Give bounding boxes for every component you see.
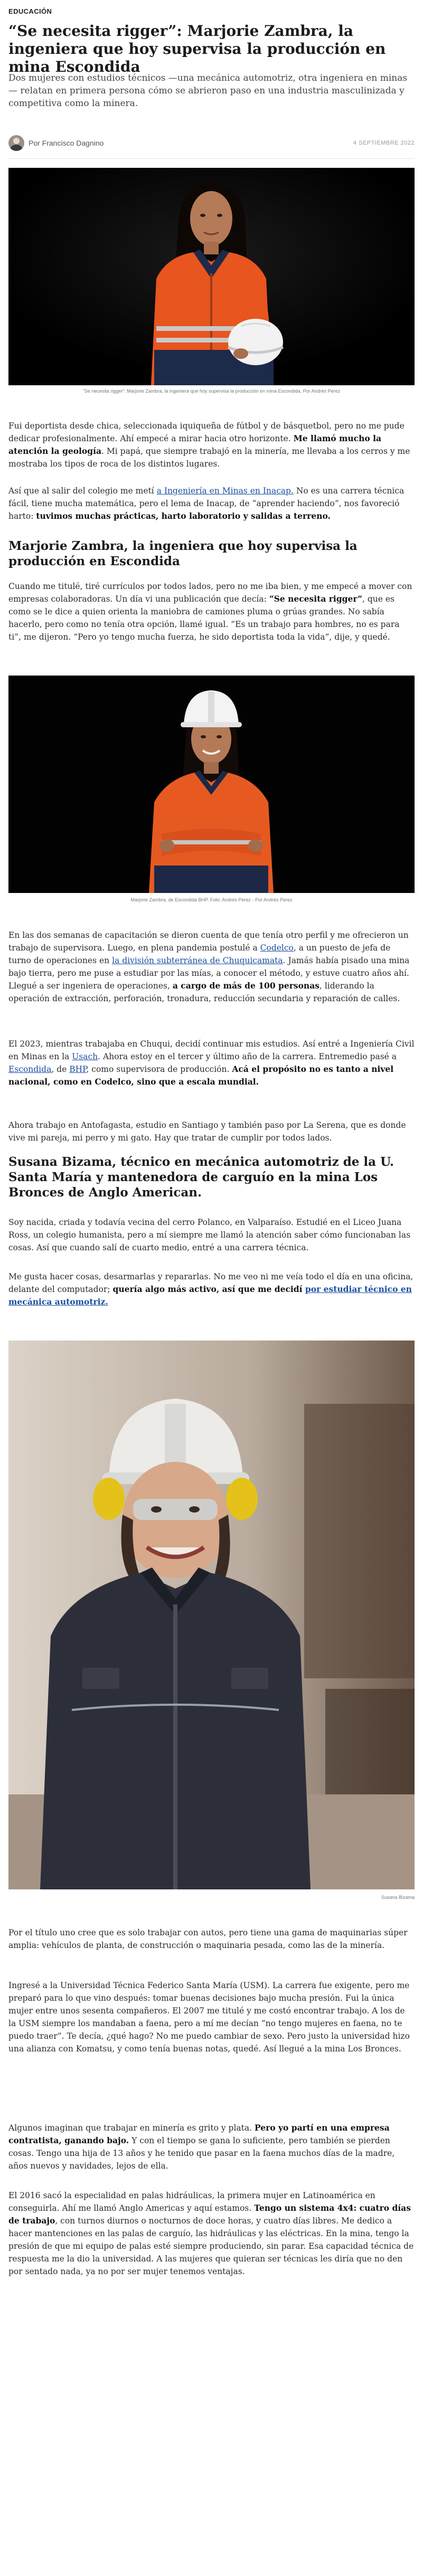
paragraph: [8, 484, 415, 522]
section-heading: Marjorie Zambra, la ingeniera que hoy supervisa la producción en Escondida: [8, 539, 358, 568]
author-name[interactable]: Por Francisco Dagnino: [29, 139, 104, 147]
text-span: , de: [51, 1064, 70, 1074]
publish-date: 4 SEPTIEMBRE 2022: [353, 140, 415, 146]
author-avatar: [8, 135, 24, 151]
second-photo-caption: Marjorie Zambra, de Escondida BHP. Foto: Andrés Perez - Por Andrés Perez: [130, 897, 293, 902]
text-span: , con turnos diurnos o nocturnos de doce horas, y cuatro días libres. Me dedico a hacer mantenciones en las palas de carguío, las hidráulicas y las eléctricas. En la mina, tengo la presión de que mi equipo de palas esté siempre produciendo, sin parar. Esa capacidad técnica de respuesta me la dio la universidad. A las mujeres que quieran ser técnicas les diría que no den por sentado nada, ya no por ser mujer tenemos ventajas.: [8, 2216, 414, 2276]
text-span: Así que al salir del colegio me metí: [8, 486, 157, 496]
paragraph: [8, 1119, 415, 1144]
paragraph: [8, 420, 415, 470]
text-span: Me gusta hacer cosas, desarmarlas y repararlas. No me veo ni me veía todo el día en una oficina, delante del computador;: [8, 1272, 413, 1294]
text-span: . Jamás había pisado una mina bajo tierra, pero me puse a estudiar por las mías, a conocer el método, y estuve cuatro años ahí. Llegué a ser ingeniera de operaciones,: [8, 956, 410, 991]
third-photo: [8, 1341, 415, 1889]
hero-photo: [8, 168, 415, 385]
bold-text: Acá el propósito no es tanto a nivel nacional, como en Codelco, sino que a escala mundial.: [8, 1064, 394, 1087]
third-photo-illustration: [8, 1341, 415, 1889]
codelco-link[interactable]: Codelco: [260, 943, 294, 953]
text-span: . Mi papá, que siempre trabajó en la minería, me llevaba a los cerros y me mostraba los tipos de roca de los distintos lugares.: [8, 446, 410, 469]
paragraph: [8, 580, 415, 643]
bold-text: Tengo un sistema 4x4: cuatro días de trabajo: [8, 2203, 411, 2226]
chuquicamata-link[interactable]: la división subterránea de Chuquicamata: [112, 956, 283, 965]
escondida-link[interactable]: Escondida: [8, 1064, 52, 1074]
text-span: Algunos imaginan que trabajar en minería es grito y plata.: [8, 2123, 255, 2133]
paragraph: [8, 1038, 415, 1088]
bold-text: quería algo más activo, así que me decidí: [112, 1284, 305, 1294]
text-span: El 2023, mientras trabajaba en Chuqui, decidí continuar mis estudios. Así entré a Ingeniería Civil en Minas en la: [8, 1039, 415, 1061]
usach-link[interactable]: Usach: [72, 1052, 98, 1061]
divider: [8, 158, 415, 159]
section-heading: Susana Bizama, técnico en mecánica automotriz de la U. Santa María y mantenedora de carguío en la mina Los Bronces de Anglo American.: [8, 1155, 394, 1200]
paragraph: [8, 1979, 415, 2055]
text-span: , que es como se le dice a quien orienta la maniobra de camiones pluma o grúas grandes. No sabía hacerlo, pero como no tenía otra opción, llamé igual. “Es un trabajo para hombres, no es para ti”, me dijeron. “Pero yo tengo mucha fuerza, he sido deportista toda la vida”, dije, y quedé.: [8, 594, 400, 642]
text-span: Cuando me titulé, tiré currículos por todos lados, pero no me iba bien, y me empecé a mover con empresas colaboradoras. Un día vi una publicación que decía:: [8, 582, 412, 604]
text-span: . Ahora estoy en el tercer y último año de la carrera. Entremedio pasé a: [98, 1052, 397, 1061]
second-photo-illustration: [8, 676, 415, 893]
inacap-link[interactable]: a Ingeniería en Minas en Inacap.: [156, 486, 294, 496]
text-span: , como supervisora de producción.: [86, 1064, 232, 1074]
text-span: Por el título uno cree que es solo trabajar con autos, pero tiene una gama de maquinarias súper amplia: vehículos de planta, de construcción o maquinaria pesada, como las de la minería.: [8, 1928, 408, 1950]
bold-text: tuvimos muchas prácticas, harto laboratorio y salidas a terreno.: [36, 511, 331, 521]
bhp-link[interactable]: BHP: [69, 1064, 87, 1074]
text-span: , liderando la operación de extracción, perforación, tronadura, reducción secundaria y reparación de calles.: [8, 981, 400, 1003]
text-span: Ahora trabajo en Antofagasta, estudio en Santiago y también paso por La Serena, que es donde vive mi pareja, mi perro y mi gato. Hay que tratar de cumplir por todos lados.: [8, 1120, 406, 1143]
text-span: , a un puesto de jefa de turno de operaciones en: [8, 943, 391, 965]
second-photo: [8, 676, 415, 893]
text-span: Ingresé a la Universidad Técnica Federico Santa María (USM). La carrera fue exigente, pero me preparó para lo que vino después: tomar buenas decisiones bajo mucha presión. Fui la única mujer entre unos sesenta compañeros. El 2007 me titulé y me costó encontrar trabajo. A los de la USM siempre los mandaban a faena, pero a mí me decían “no tengo mujeres en faena, no te puedo traer”. Te decía, ¿qué hago? No me puedo cambiar de sexo. Pero justo la universidad hizo una alianza con Komatsu, y como tenía buenas notas, quedé. Así llegué a la mina Los Bronces.: [8, 1981, 410, 2054]
text-span: Y con el tiempo se gana lo suficiente, pero también se pierden cosas. Tengo una hija de 13 años y he tenido que pasar en la faena muchos días de la madre, años nuevos y navidades, lejos de ella.: [8, 2136, 395, 2171]
paragraph: [8, 1270, 415, 1308]
text-span: El 2016 sacó la especialidad en palas hidráulicas, la primera mujer en Latinoamérica en conseguirla. Ahí me llamó Anglo Americas y aquí estamos.: [8, 2191, 375, 2213]
article-headline: “Se necesita rigger”: Marjorie Zambra, la ingeniera que hoy supervisa la producción en mina Escondida: [8, 22, 386, 75]
hero-photo-caption: “Se necesita rigger”: Marjorie Zambra, la ingeniera que hoy supervisa la producción en mina Escondida. Por Andrés Perez: [82, 388, 341, 394]
third-photo-caption: Susana Bizama: [381, 1895, 415, 1900]
text-span: Fui deportista desde chica, seleccionada iquiqueña de fútbol y de básquetbol, pero no me pude dedicar profesionalmente. Ahí empecé a mirar hacia otro horizonte.: [8, 421, 405, 443]
text-span: No es una carrera técnica fácil, tiene mucha matemática, pero el lema de Inacap, de “aprender haciendo”, nos favoreció harto:: [8, 486, 405, 521]
section-label[interactable]: EDUCACIÓN: [8, 7, 52, 15]
bold-text: Pero yo partí en una empresa contratista, ganando bajo.: [8, 2123, 390, 2145]
paragraph: [8, 2189, 415, 2278]
paragraph: [8, 1216, 415, 1254]
paragraph: [8, 929, 415, 1005]
bold-text: a cargo de más de 100 personas: [172, 981, 319, 991]
text-span: En las dos semanas de capacitación se dieron cuenta de que tenía otro perfil y me ofrecieron un trabajo de supervisora. Luego, en plena pandemia postulé a: [8, 930, 409, 953]
bold-text: Me llamó mucho la atención la geología: [8, 433, 382, 456]
text-span: Soy nacida, criada y todavía vecina del cerro Polanco, en Valparaíso. Estudié en el Liceo Juana Ross, un colegio humanista, pero a mí siempre me llamó la atención saber cómo funcionaban las cosas. Así que cuando salí de cuarto medio, entré a una carrera técnica.: [8, 1218, 411, 1252]
article-dek: Dos mujeres con estudios técnicos —una mecánica automotriz, otra ingeniera en minas— relatan en primera persona cómo se abrieron paso en una industria masculinizada y competitiva como la minera.: [8, 73, 408, 109]
mecanica-automotriz-link[interactable]: por estudiar técnico en mecánica automotriz.: [8, 1284, 412, 1307]
byline: [8, 135, 415, 151]
bold-text: “Se necesita rigger”: [269, 594, 363, 604]
paragraph: [8, 2122, 415, 2172]
hero-photo-illustration: [8, 168, 415, 385]
paragraph: [8, 1926, 415, 1952]
